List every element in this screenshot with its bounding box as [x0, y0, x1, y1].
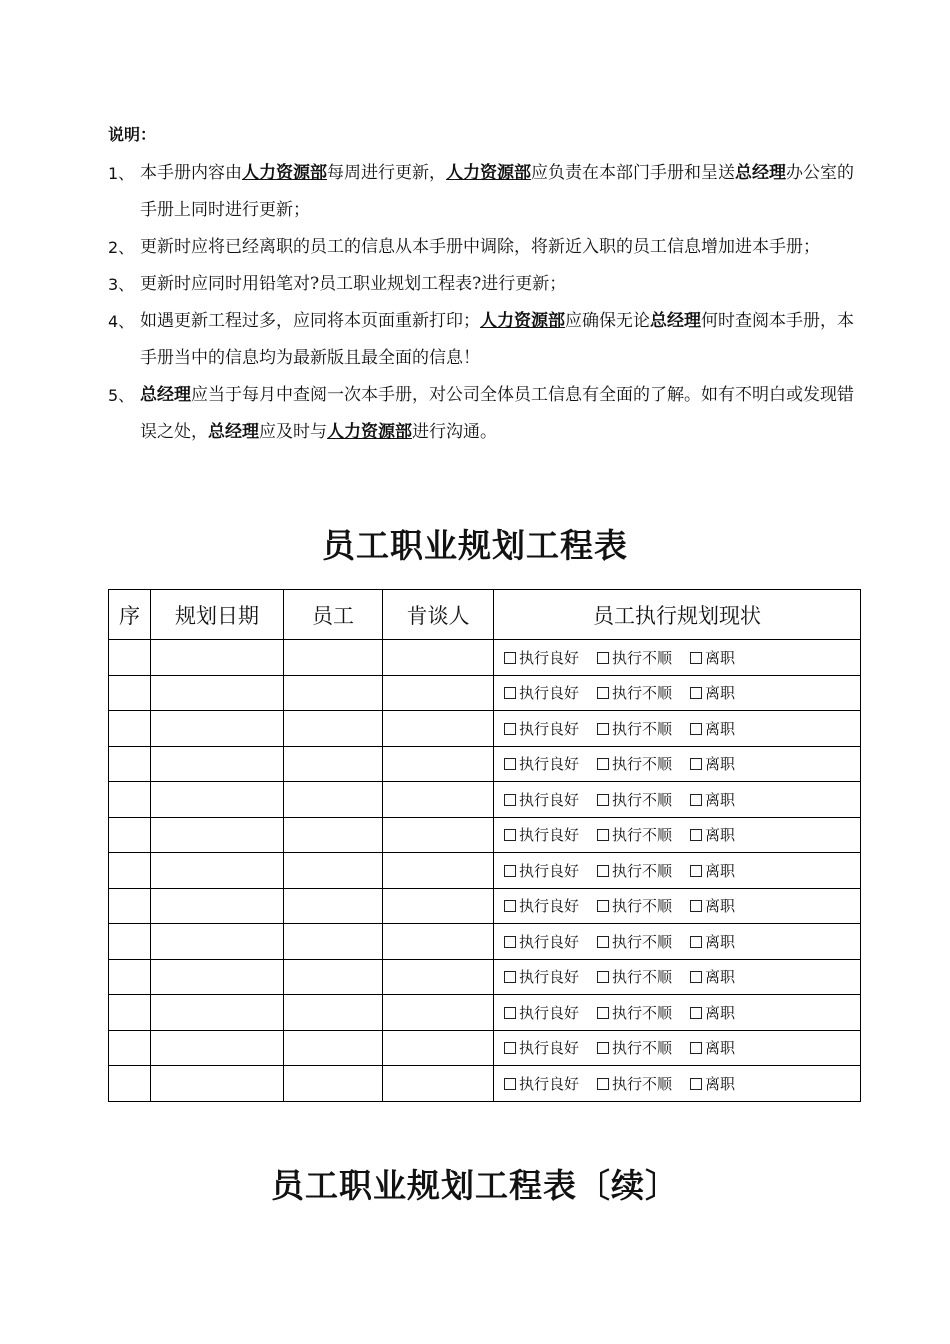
col-header-interviewer: 肯谈人 [383, 590, 494, 640]
index-cell[interactable] [109, 1030, 151, 1066]
status-option[interactable] [597, 718, 672, 739]
instruction-emphasis: 人力资源部 [242, 163, 327, 183]
status-cell [494, 959, 861, 995]
checkbox[interactable] [504, 794, 516, 806]
instruction-item [108, 377, 863, 451]
employee-cell[interactable] [284, 711, 383, 747]
instruction-number: 2、 [108, 238, 135, 257]
plan-date-cell[interactable] [151, 959, 284, 995]
status-option-label: 执行良好 [519, 1003, 580, 1022]
checkbox[interactable] [597, 758, 609, 770]
interviewer-cell[interactable] [383, 640, 494, 676]
status-cell [494, 746, 861, 782]
status-cell [494, 888, 861, 924]
status-cell [494, 817, 861, 853]
status-option-label: 执行良好 [519, 826, 580, 845]
instruction-emphasis: 人力资源部 [480, 311, 565, 331]
interviewer-cell[interactable] [383, 746, 494, 782]
index-cell[interactable] [109, 1066, 151, 1102]
index-cell[interactable] [109, 782, 151, 818]
interviewer-cell[interactable] [383, 853, 494, 889]
status-option[interactable] [597, 1002, 672, 1023]
index-cell[interactable] [109, 675, 151, 711]
checkbox[interactable] [597, 936, 609, 948]
checkbox[interactable] [504, 758, 516, 770]
status-option-label: 执行不顺 [612, 1074, 673, 1093]
status-option-label: 执行不顺 [612, 1003, 673, 1022]
checkbox[interactable] [690, 794, 702, 806]
status-option-label: 离职 [705, 755, 736, 774]
instruction-text: 本手册内容由 [140, 163, 242, 183]
instruction-text: 应及时与 [259, 422, 327, 442]
interviewer-cell[interactable] [383, 1066, 494, 1102]
index-cell[interactable] [109, 959, 151, 995]
checkbox[interactable] [504, 687, 516, 699]
instruction-text: 更新时应同时用铅笔对?员工职业规划工程表?进行更新； [140, 274, 567, 294]
status-option-label: 执行良好 [519, 968, 580, 987]
instruction-text: 应当于每月中查阅一次本手册，对公司全体员工信息有全面的了解。如有不明白或发现错误之处， [140, 385, 854, 442]
plan-date-cell[interactable] [151, 924, 284, 960]
status-option[interactable] [504, 647, 579, 668]
interviewer-cell[interactable] [383, 711, 494, 747]
index-cell[interactable] [109, 640, 151, 676]
status-option-label: 执行不顺 [612, 755, 673, 774]
checkbox[interactable] [597, 900, 609, 912]
status-option-label: 执行良好 [519, 755, 580, 774]
status-option-label: 执行良好 [519, 684, 580, 703]
col-header-index: 序 [109, 590, 151, 640]
checkbox[interactable] [597, 1042, 609, 1054]
status-option-label: 执行良好 [519, 932, 580, 951]
employee-cell[interactable] [284, 888, 383, 924]
checkbox[interactable] [504, 829, 516, 841]
status-option[interactable] [690, 718, 735, 739]
employee-cell[interactable] [284, 782, 383, 818]
status-cell [494, 853, 861, 889]
status-option-label: 离职 [705, 1003, 736, 1022]
col-header-employee: 员工 [284, 590, 383, 640]
col-header-status: 员工执行规划现状 [494, 590, 861, 640]
status-option-label: 离职 [705, 719, 736, 738]
checkbox[interactable] [504, 1042, 516, 1054]
checkbox[interactable] [597, 829, 609, 841]
employee-cell[interactable] [284, 675, 383, 711]
checkbox[interactable] [690, 1078, 702, 1090]
status-option[interactable] [690, 1037, 735, 1058]
instruction-item [108, 266, 863, 303]
status-option[interactable] [597, 895, 672, 916]
instructions-section [108, 122, 863, 451]
instruction-emphasis: 总经理 [650, 311, 701, 331]
checkbox[interactable] [597, 1007, 609, 1019]
table-title: 员工职业规划工程表 [322, 526, 628, 565]
plan-date-cell[interactable] [151, 1066, 284, 1102]
interviewer-cell[interactable] [383, 995, 494, 1031]
checkbox[interactable] [690, 687, 702, 699]
table-row [109, 1030, 861, 1066]
status-option-label: 执行良好 [519, 790, 580, 809]
checkbox[interactable] [690, 652, 702, 664]
index-cell[interactable] [109, 817, 151, 853]
instruction-number: 1、 [108, 164, 135, 183]
status-option-label: 执行良好 [519, 1074, 580, 1093]
table-row [109, 853, 861, 889]
instructions-heading: 说明： [108, 125, 157, 144]
plan-date-cell[interactable] [151, 746, 284, 782]
employee-cell[interactable] [284, 959, 383, 995]
index-cell[interactable] [109, 711, 151, 747]
index-cell[interactable] [109, 924, 151, 960]
checkbox[interactable] [504, 971, 516, 983]
status-option-label: 执行良好 [519, 1039, 580, 1058]
status-option[interactable] [597, 647, 672, 668]
status-cell [494, 711, 861, 747]
table-row [109, 640, 861, 676]
instruction-number: 4、 [108, 312, 135, 331]
interviewer-cell[interactable] [383, 782, 494, 818]
plan-date-cell[interactable] [151, 782, 284, 818]
status-option[interactable] [504, 753, 579, 774]
checkbox[interactable] [690, 723, 702, 735]
checkbox[interactable] [597, 723, 609, 735]
career-plan-table [108, 589, 861, 1102]
status-option[interactable] [690, 860, 735, 881]
instruction-number: 3、 [108, 275, 135, 294]
status-option-label: 离职 [705, 968, 736, 987]
interviewer-cell[interactable] [383, 888, 494, 924]
checkbox[interactable] [597, 652, 609, 664]
status-option[interactable] [597, 753, 672, 774]
status-option[interactable] [690, 1002, 735, 1023]
status-option-label: 执行良好 [519, 861, 580, 880]
status-option-label: 执行良好 [519, 719, 580, 738]
status-option[interactable] [690, 647, 735, 668]
status-option[interactable] [504, 789, 579, 810]
employee-cell[interactable] [284, 853, 383, 889]
status-cell [494, 1066, 861, 1102]
checkbox[interactable] [504, 1078, 516, 1090]
instruction-text: 应负责在本部门手册和呈送 [531, 163, 735, 183]
status-option-label: 执行不顺 [612, 719, 673, 738]
plan-date-cell[interactable] [151, 817, 284, 853]
table-row [109, 675, 861, 711]
checkbox[interactable] [504, 1007, 516, 1019]
table-row [109, 924, 861, 960]
status-cell [494, 675, 861, 711]
checkbox[interactable] [504, 900, 516, 912]
index-cell[interactable] [109, 888, 151, 924]
index-cell[interactable] [109, 853, 151, 889]
checkbox[interactable] [504, 865, 516, 877]
checkbox[interactable] [690, 1007, 702, 1019]
status-option[interactable] [504, 1073, 579, 1094]
checkbox[interactable] [597, 971, 609, 983]
status-cell [494, 640, 861, 676]
checkbox[interactable] [597, 865, 609, 877]
checkbox[interactable] [690, 971, 702, 983]
status-option-label: 离职 [705, 648, 736, 667]
employee-cell[interactable] [284, 817, 383, 853]
status-option-label: 离职 [705, 861, 736, 880]
instructions-list [108, 155, 863, 451]
index-cell[interactable] [109, 746, 151, 782]
status-option[interactable] [690, 682, 735, 703]
checkbox[interactable] [690, 865, 702, 877]
checkbox[interactable] [690, 900, 702, 912]
checkbox[interactable] [597, 794, 609, 806]
table-row [109, 995, 861, 1031]
status-option[interactable] [597, 1037, 672, 1058]
col-header-plan-date: 规划日期 [151, 590, 284, 640]
instruction-text: 何时查阅本手册，本手册当中的信息均为最新版且最全面的信息！ [140, 311, 854, 368]
instruction-text: 进行沟通。 [412, 422, 497, 442]
interviewer-cell[interactable] [383, 1030, 494, 1066]
status-cell [494, 995, 861, 1031]
status-option-label: 离职 [705, 790, 736, 809]
employee-cell[interactable] [284, 746, 383, 782]
instruction-text: 应确保无论 [565, 311, 650, 331]
status-option[interactable] [504, 718, 579, 739]
instruction-text: 每周进行更新， [327, 163, 446, 183]
status-option[interactable] [504, 824, 579, 845]
status-option-label: 执行不顺 [612, 826, 673, 845]
plan-date-cell[interactable] [151, 995, 284, 1031]
table-row [109, 959, 861, 995]
instruction-item [108, 303, 863, 377]
checkbox[interactable] [504, 936, 516, 948]
instruction-text: 如遇更新工程过多，应同将本页面重新打印； [140, 311, 480, 331]
status-option-label: 离职 [705, 826, 736, 845]
instruction-emphasis: 人力资源部 [446, 163, 531, 183]
plan-date-cell[interactable] [151, 888, 284, 924]
status-option[interactable] [690, 1073, 735, 1094]
checkbox[interactable] [504, 652, 516, 664]
instruction-emphasis: 总经理 [140, 385, 191, 405]
status-option-label: 执行不顺 [612, 968, 673, 987]
plan-date-cell[interactable] [151, 853, 284, 889]
plan-date-cell[interactable] [151, 1030, 284, 1066]
checkbox[interactable] [597, 1078, 609, 1090]
status-option-label: 执行良好 [519, 648, 580, 667]
employee-cell[interactable] [284, 924, 383, 960]
status-option[interactable] [597, 1073, 672, 1094]
instruction-emphasis: 总经理 [208, 422, 259, 442]
checkbox[interactable] [690, 1042, 702, 1054]
interviewer-cell[interactable] [383, 817, 494, 853]
instruction-text: 办公室的手册上同时进行更新； [140, 163, 854, 220]
table-row [109, 817, 861, 853]
index-cell[interactable] [109, 995, 151, 1031]
checkbox[interactable] [597, 687, 609, 699]
interviewer-cell[interactable] [383, 959, 494, 995]
table-row [109, 782, 861, 818]
status-option[interactable] [597, 824, 672, 845]
instruction-emphasis: 总经理 [735, 163, 786, 183]
status-option[interactable] [690, 895, 735, 916]
status-option[interactable] [597, 860, 672, 881]
table-row [109, 1066, 861, 1102]
checkbox[interactable] [690, 829, 702, 841]
status-option[interactable] [690, 966, 735, 987]
status-option-label: 离职 [705, 897, 736, 916]
status-option[interactable] [597, 966, 672, 987]
status-option-label: 离职 [705, 1074, 736, 1093]
checkbox[interactable] [690, 936, 702, 948]
table-header-row [109, 590, 861, 640]
status-cell [494, 782, 861, 818]
table-row [109, 746, 861, 782]
table-row [109, 888, 861, 924]
status-option-label: 离职 [705, 932, 736, 951]
status-option-label: 执行不顺 [612, 648, 673, 667]
status-option[interactable] [504, 860, 579, 881]
interviewer-cell[interactable] [383, 924, 494, 960]
employee-cell[interactable] [284, 1066, 383, 1102]
plan-date-cell[interactable] [151, 675, 284, 711]
status-option-label: 离职 [705, 684, 736, 703]
status-option-label: 执行不顺 [612, 790, 673, 809]
plan-date-cell[interactable] [151, 640, 284, 676]
status-option[interactable] [690, 931, 735, 952]
status-option[interactable] [597, 931, 672, 952]
instruction-item [108, 155, 863, 229]
employee-cell[interactable] [284, 1030, 383, 1066]
plan-date-cell[interactable] [151, 711, 284, 747]
status-option[interactable] [504, 1037, 579, 1058]
status-option-label: 执行不顺 [612, 897, 673, 916]
table-row [109, 711, 861, 747]
status-option[interactable] [504, 931, 579, 952]
instruction-emphasis: 人力资源部 [327, 422, 412, 442]
employee-cell[interactable] [284, 995, 383, 1031]
status-option-label: 执行不顺 [612, 861, 673, 880]
instruction-number: 5、 [108, 386, 135, 405]
status-option-label: 执行不顺 [612, 1039, 673, 1058]
status-option[interactable] [504, 895, 579, 916]
checkbox[interactable] [504, 723, 516, 735]
status-option[interactable] [504, 966, 579, 987]
continuation-title: 员工职业规划工程表〔续〕 [271, 1166, 679, 1205]
status-option[interactable] [504, 682, 579, 703]
employee-cell[interactable] [284, 640, 383, 676]
status-option[interactable] [690, 753, 735, 774]
status-cell [494, 924, 861, 960]
checkbox[interactable] [690, 758, 702, 770]
table-body [109, 640, 861, 1102]
interviewer-cell[interactable] [383, 675, 494, 711]
instruction-item [108, 229, 863, 266]
status-option[interactable] [690, 789, 735, 810]
status-option[interactable] [504, 1002, 579, 1023]
status-option-label: 执行不顺 [612, 932, 673, 951]
status-option[interactable] [690, 824, 735, 845]
status-option-label: 离职 [705, 1039, 736, 1058]
status-option-label: 执行良好 [519, 897, 580, 916]
status-option[interactable] [597, 682, 672, 703]
status-option-label: 执行不顺 [612, 684, 673, 703]
status-cell [494, 1030, 861, 1066]
status-option[interactable] [597, 789, 672, 810]
instruction-text: 更新时应将已经离职的员工的信息从本手册中调除，将新近入职的员工信息增加进本手册； [140, 237, 820, 257]
